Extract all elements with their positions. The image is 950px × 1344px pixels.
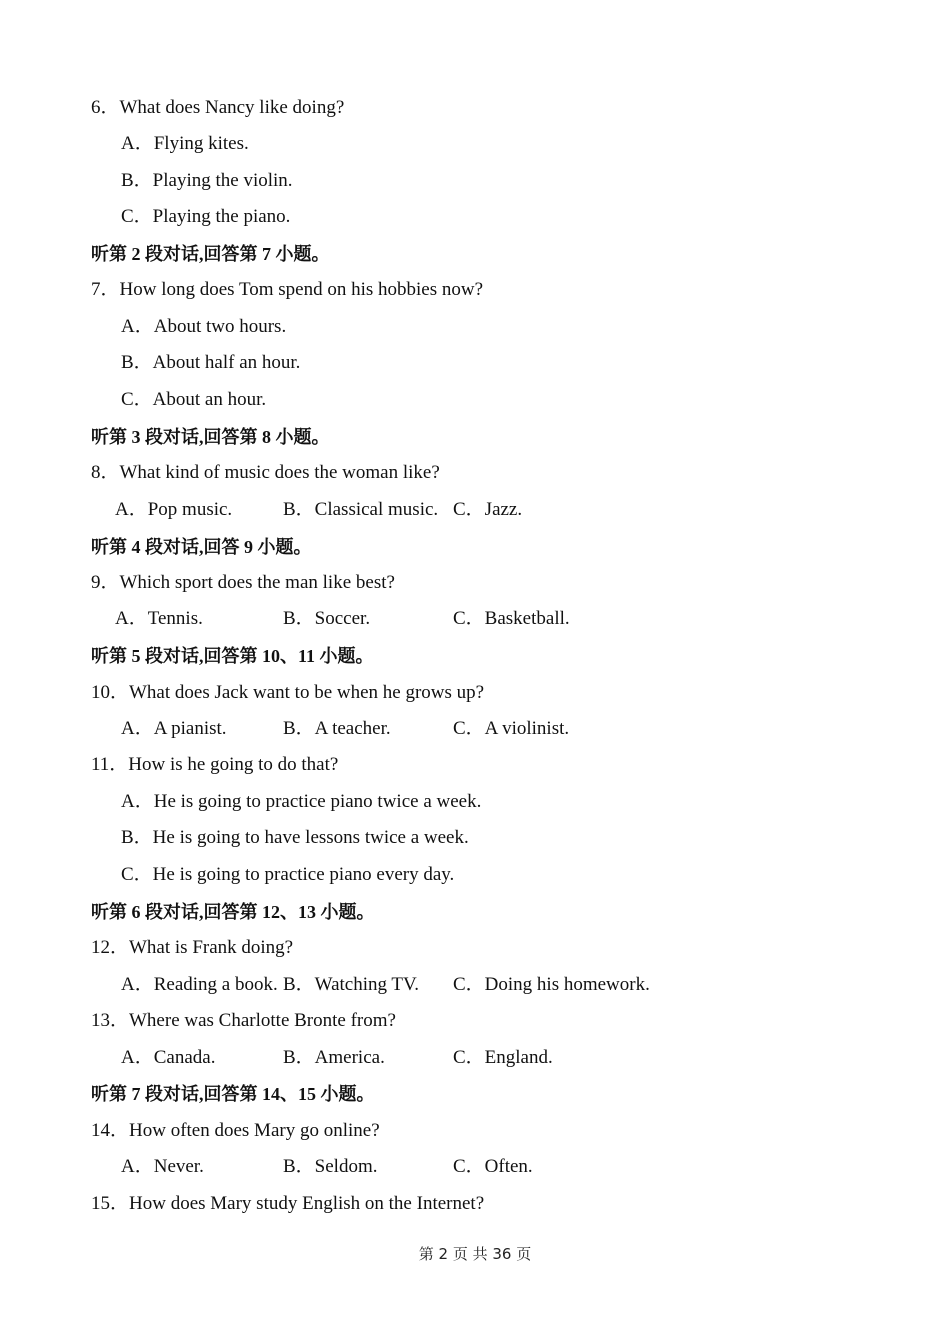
question-6: 6．What does Nancy like doing? — [91, 97, 345, 118]
option-6b: B．Playing the violin. — [121, 170, 293, 191]
option-8c: C．Jazz. — [453, 499, 523, 520]
section-heading-2: 听第 2 段对话,回答第 7 小题。 — [91, 244, 330, 264]
option-12b: B．Watching TV. — [283, 974, 420, 995]
option-7b: B．About half an hour. — [121, 352, 301, 373]
option-6c: C．Playing the piano. — [121, 206, 291, 227]
question-11: 11．How is he going to do that? — [91, 754, 339, 775]
section-heading-5: 听第 5 段对话,回答第 10、11 小题。 — [91, 646, 374, 666]
option-11c: C．He is going to practice piano every day. — [121, 864, 455, 885]
option-14b: B．Seldom. — [283, 1156, 378, 1177]
section-heading-3: 听第 3 段对话,回答第 8 小题。 — [91, 427, 330, 447]
option-13c: C．England. — [453, 1047, 553, 1068]
option-11b: B．He is going to have lessons twice a week. — [121, 827, 469, 848]
option-13a: A．Canada. — [121, 1047, 216, 1068]
option-7c: C．About an hour. — [121, 389, 267, 410]
option-8a: A．Pop music. — [115, 499, 233, 520]
option-9b: B．Soccer. — [283, 608, 371, 629]
page-footer: 第 2 页 共 36 页 — [418, 1245, 532, 1263]
option-9a: A．Tennis. — [115, 608, 203, 629]
option-14a: A．Never. — [121, 1156, 204, 1177]
question-8: 8．What kind of music does the woman like? — [91, 462, 440, 483]
question-12: 12．What is Frank doing? — [91, 937, 294, 958]
option-8b: B．Classical music. — [283, 499, 439, 520]
option-12a: A．Reading a book. — [121, 974, 278, 995]
option-6a: A．Flying kites. — [121, 133, 249, 154]
option-10b: B．A teacher. — [283, 718, 391, 739]
option-12c: C．Doing his homework. — [453, 974, 650, 995]
section-heading-6: 听第 6 段对话,回答第 12、13 小题。 — [91, 902, 375, 922]
question-13: 13．Where was Charlotte Bronte from? — [91, 1010, 396, 1031]
section-heading-7: 听第 7 段对话,回答第 14、15 小题。 — [91, 1084, 375, 1104]
question-14: 14．How often does Mary go online? — [91, 1120, 380, 1141]
question-9: 9．Which sport does the man like best? — [91, 572, 395, 593]
section-heading-4: 听第 4 段对话,回答 9 小题。 — [91, 537, 312, 557]
question-10: 10．What does Jack want to be when he grows up? — [91, 682, 485, 703]
option-14c: C．Often. — [453, 1156, 533, 1177]
option-10c: C．A violinist. — [453, 718, 570, 739]
option-11a: A．He is going to practice piano twice a week. — [121, 791, 482, 812]
option-7a: A．About two hours. — [121, 316, 287, 337]
question-7: 7．How long does Tom spend on his hobbies now? — [91, 279, 484, 300]
question-15: 15．How does Mary study English on the Internet? — [91, 1193, 485, 1214]
option-10a: A．A pianist. — [121, 718, 227, 739]
option-9c: C．Basketball. — [453, 608, 570, 629]
option-13b: B．America. — [283, 1047, 385, 1068]
